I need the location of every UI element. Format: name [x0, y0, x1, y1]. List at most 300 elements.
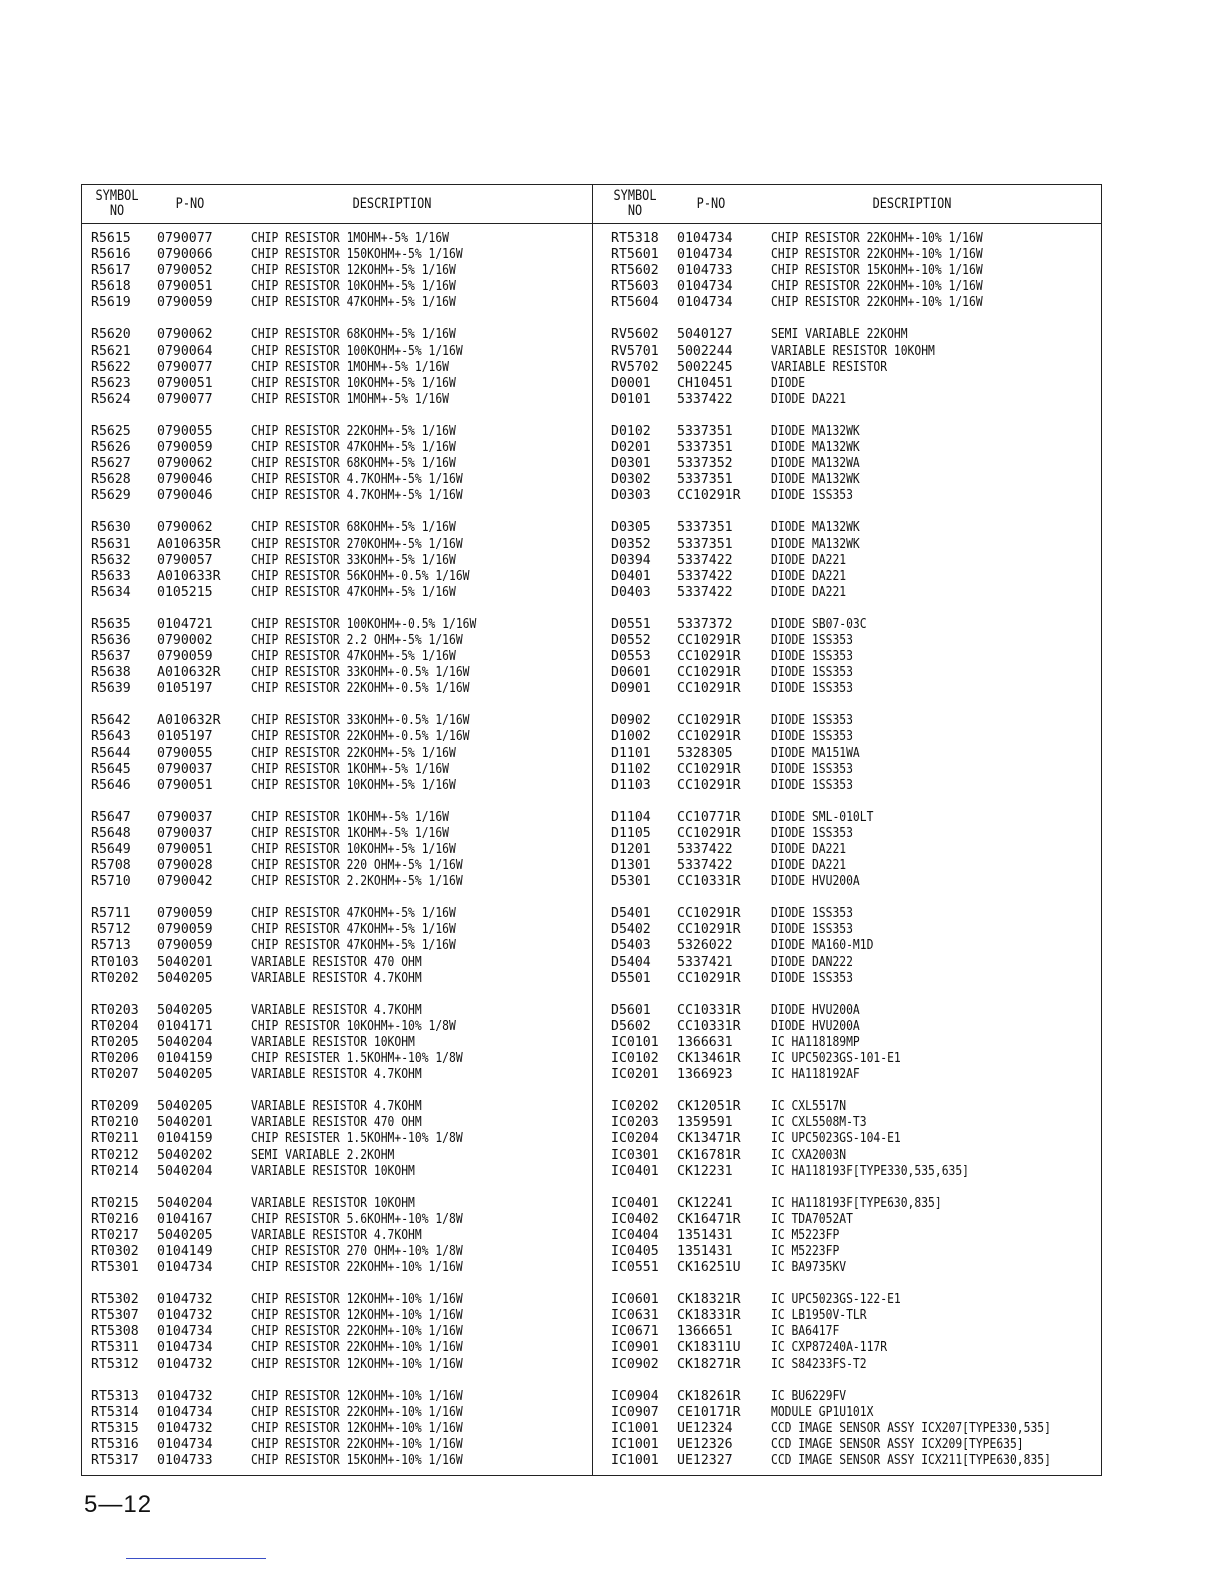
part-number-cell: 0105197	[157, 681, 213, 697]
table-row	[602, 729, 1107, 745]
symbol-cell: IC0102	[611, 1051, 659, 1067]
symbol-cell: R5649	[91, 842, 131, 857]
table-row	[82, 1292, 587, 1308]
description-cell: IC S84233FS-T2	[771, 1356, 867, 1372]
table-row	[602, 1357, 1107, 1373]
table-row	[602, 472, 1107, 488]
table-row	[602, 1051, 1107, 1067]
part-number-cell: CK12241	[677, 1195, 733, 1211]
table-row	[82, 665, 587, 681]
table-row	[82, 649, 587, 665]
symbol-cell: R5712	[91, 922, 131, 938]
description-cell: DIODE MA132WK	[771, 423, 860, 439]
symbol-cell: RT5317	[91, 1453, 139, 1468]
description-cell: DIODE HVU200A	[771, 1018, 860, 1034]
symbol-cell: R5620	[91, 327, 131, 343]
description-cell: DIODE 1SS353	[771, 488, 853, 504]
table-row	[82, 472, 587, 488]
table-row	[82, 1453, 587, 1469]
description-cell: DIODE 1SS353	[771, 649, 853, 665]
part-number-cell: 5337351	[677, 423, 733, 439]
description-cell: VARIABLE RESISTOR 4.7KOHM	[251, 1002, 422, 1018]
part-number-cell: 1351431	[677, 1243, 733, 1259]
description-cell: DIODE 1SS353	[771, 825, 853, 841]
symbol-cell: D5501	[611, 970, 651, 986]
table-row	[602, 633, 1107, 649]
table-row	[82, 1164, 587, 1180]
part-number-cell: CC10291R	[677, 777, 741, 793]
table-row	[602, 713, 1107, 729]
part-number-cell: 0104732	[157, 1420, 213, 1436]
description-cell: IC BA9735KV	[771, 1260, 847, 1276]
part-number-cell: 0790059	[157, 906, 213, 922]
table-row	[82, 681, 587, 697]
description-cell: IC UPC5023GS-122-E1	[771, 1292, 901, 1308]
symbol-cell: IC0204	[611, 1131, 659, 1147]
symbol-cell: R5624	[91, 391, 131, 407]
table-row	[82, 247, 587, 263]
right-row-group	[602, 713, 1107, 793]
left-row-group	[82, 617, 587, 697]
left-header-description: DESCRIPTION	[352, 195, 432, 212]
description-cell: DIODE MA132WK	[771, 536, 860, 552]
table-row	[82, 279, 587, 295]
description-cell: IC HA118193F[TYPE330,535,635]	[771, 1163, 970, 1179]
part-number-cell: CC10291R	[677, 729, 741, 745]
symbol-cell: R5634	[91, 584, 131, 600]
description-cell: CHIP RESISTOR 10KOHM+-5% 1/16W	[251, 777, 456, 793]
left-column	[82, 231, 587, 1485]
symbol-cell: IC0405	[611, 1243, 659, 1259]
table-row	[602, 569, 1107, 585]
description-cell: IC UPC5023GS-101-E1	[771, 1051, 901, 1067]
symbol-cell: IC0551	[611, 1260, 659, 1276]
table-row	[82, 938, 587, 954]
left-row-group	[82, 1003, 587, 1083]
description-cell: VARIABLE RESISTOR 10KOHM	[251, 1034, 415, 1050]
part-number-cell: 5337372	[677, 616, 733, 632]
part-number-cell: 5040202	[157, 1147, 213, 1163]
symbol-cell: R5618	[91, 279, 131, 295]
part-number-cell: 0790059	[157, 938, 213, 954]
symbol-cell: D1105	[611, 825, 651, 841]
description-cell: CHIP RESISTOR 10KOHM+-5% 1/16W	[251, 375, 456, 391]
part-number-cell: 5040201	[157, 1115, 213, 1131]
description-cell: DIODE DA221	[771, 584, 847, 600]
description-cell: DIODE DA221	[771, 552, 847, 568]
part-number-cell: 0104721	[157, 616, 213, 632]
symbol-cell: R5713	[91, 938, 131, 954]
symbol-cell: R5711	[91, 906, 131, 922]
description-cell: CHIP RESISTOR 1MOHM+-5% 1/16W	[251, 359, 450, 375]
description-cell: CHIP RESISTOR 22KOHM+-5% 1/16W	[251, 423, 456, 439]
description-cell: IC BA6417F	[771, 1324, 840, 1340]
description-cell: VARIABLE RESISTOR 4.7KOHM	[251, 1099, 422, 1115]
table-row	[82, 858, 587, 874]
symbol-cell: RT0211	[91, 1131, 139, 1147]
description-cell: CHIP RESISTOR 68KOHM+-5% 1/16W	[251, 456, 456, 472]
symbol-cell: RT5314	[91, 1404, 139, 1420]
part-number-cell: 0104734	[677, 295, 733, 311]
table-row	[82, 1244, 587, 1260]
symbol-cell: D5301	[611, 874, 651, 890]
description-cell: CHIP RESISTOR 1KOHM+-5% 1/16W	[251, 761, 450, 777]
description-cell: CHIP RESISTOR 68KOHM+-5% 1/16W	[251, 327, 456, 343]
table-row	[82, 456, 587, 472]
description-cell: CHIP RESISTOR 220 OHM+-5% 1/16W	[251, 858, 463, 874]
description-cell: CHIP RESISTOR 22KOHM+-10% 1/16W	[251, 1324, 463, 1340]
left-row-group	[82, 906, 587, 986]
right-row-group	[602, 424, 1107, 504]
table-row	[602, 295, 1107, 311]
part-number-cell: 5040205	[157, 1002, 213, 1018]
part-number-cell: 0790051	[157, 375, 213, 391]
symbol-cell: IC0401	[611, 1195, 659, 1211]
table-row	[82, 569, 587, 585]
description-cell: CHIP RESISTOR 33KOHM+-0.5% 1/16W	[251, 713, 470, 729]
symbol-cell: RT0207	[91, 1067, 139, 1083]
part-number-cell: 5040205	[157, 970, 213, 986]
table-row	[602, 810, 1107, 826]
description-cell: CHIP RESISTOR 12KOHM+-10% 1/16W	[251, 1308, 463, 1324]
table-row	[82, 263, 587, 279]
column-divider	[592, 185, 593, 1475]
table-row	[602, 537, 1107, 553]
table-row	[82, 826, 587, 842]
description-cell: CHIP RESISTOR 22KOHM+-10% 1/16W	[251, 1260, 463, 1276]
right-row-group	[602, 520, 1107, 600]
table-row	[82, 295, 587, 311]
table-row	[602, 247, 1107, 263]
part-number-cell: CC10291R	[677, 488, 741, 504]
table-row	[602, 1437, 1107, 1453]
part-number-cell: 5337351	[677, 472, 733, 488]
part-number-cell: 5040205	[157, 1099, 213, 1115]
part-number-cell: 0790052	[157, 263, 213, 279]
table-row	[82, 585, 587, 601]
symbol-cell: R5637	[91, 649, 131, 665]
part-number-cell: 5040204	[157, 1195, 213, 1211]
description-cell: SEMI VARIABLE 22KOHM	[771, 327, 908, 343]
symbol-cell: R5623	[91, 375, 131, 391]
symbol-cell: D0394	[611, 552, 651, 568]
description-cell: CHIP RESISTOR 68KOHM+-5% 1/16W	[251, 520, 456, 536]
part-number-cell: 0790037	[157, 809, 213, 825]
symbol-cell: R5632	[91, 552, 131, 568]
table-row	[602, 488, 1107, 504]
symbol-cell: IC0671	[611, 1324, 659, 1340]
symbol-cell: D5602	[611, 1018, 651, 1034]
symbol-cell: R5626	[91, 440, 131, 456]
part-number-cell: 5337351	[677, 520, 733, 536]
symbol-cell: RT5318	[611, 231, 659, 246]
table-row	[82, 231, 587, 247]
left-row-group	[82, 810, 587, 890]
part-number-cell: CC10291R	[677, 922, 741, 938]
table-row	[82, 1228, 587, 1244]
table-row	[602, 1308, 1107, 1324]
part-number-cell: CC10291R	[677, 681, 741, 697]
table-row	[602, 1244, 1107, 1260]
table-row	[82, 1437, 587, 1453]
part-number-cell: 0104732	[157, 1308, 213, 1324]
symbol-cell: RT0214	[91, 1163, 139, 1179]
description-cell: IC HA118192AF	[771, 1067, 860, 1083]
part-number-cell: 0790046	[157, 472, 213, 488]
symbol-cell: R5631	[91, 536, 131, 552]
table-row	[82, 392, 587, 408]
table-row	[82, 537, 587, 553]
symbol-cell: R5622	[91, 359, 131, 375]
symbol-cell: R5645	[91, 761, 131, 777]
part-number-cell: CK13461R	[677, 1051, 741, 1067]
symbol-cell: D0101	[611, 391, 651, 407]
part-number-cell: CK16781R	[677, 1147, 741, 1163]
symbol-cell: RT0215	[91, 1195, 139, 1211]
table-row	[82, 842, 587, 858]
part-number-cell: 0790059	[157, 295, 213, 311]
symbol-cell: R5628	[91, 472, 131, 488]
description-cell: IC HA118193F[TYPE630,835]	[771, 1195, 942, 1211]
table-row	[82, 1324, 587, 1340]
table-row	[82, 1421, 587, 1437]
table-row	[82, 376, 587, 392]
part-number-cell: 0790051	[157, 279, 213, 295]
part-number-cell: CK18261R	[677, 1388, 741, 1404]
part-number-cell: CC10291R	[677, 632, 741, 648]
description-cell: CHIP RESISTOR 22KOHM+-5% 1/16W	[251, 745, 456, 761]
symbol-cell: RT0216	[91, 1211, 139, 1227]
table-row	[602, 665, 1107, 681]
symbol-cell: IC0904	[611, 1388, 659, 1404]
description-cell: VARIABLE RESISTOR 470 OHM	[251, 954, 422, 970]
left-header-symbol: SYMBOL NO	[95, 188, 139, 219]
symbol-cell: RT5307	[91, 1308, 139, 1324]
part-number-cell: 0104733	[157, 1453, 213, 1468]
part-number-cell: 0790059	[157, 649, 213, 665]
table-row	[602, 681, 1107, 697]
part-number-cell: UE12326	[677, 1436, 733, 1452]
part-number-cell: 5326022	[677, 938, 733, 954]
table-row	[602, 955, 1107, 971]
part-number-cell: 0790037	[157, 761, 213, 777]
description-cell: CHIP RESISTOR 33KOHM+-5% 1/16W	[251, 552, 456, 568]
symbol-cell: D0551	[611, 616, 651, 632]
symbol-cell: R5627	[91, 456, 131, 472]
symbol-cell: R5643	[91, 729, 131, 745]
part-number-cell: CK16471R	[677, 1211, 741, 1227]
part-number-cell: 0790051	[157, 777, 213, 793]
left-row-group	[82, 1099, 587, 1179]
table-row	[82, 440, 587, 456]
symbol-cell: RT0212	[91, 1147, 139, 1163]
table-row	[82, 1260, 587, 1276]
table-row	[82, 520, 587, 536]
part-number-cell: CC10331R	[677, 1002, 741, 1018]
part-number-cell: 0104734	[157, 1436, 213, 1452]
description-cell: CHIP RESISTOR 10KOHM+-5% 1/16W	[251, 842, 456, 857]
description-cell: CHIP RESISTOR 10KOHM+-10% 1/8W	[251, 1018, 456, 1034]
description-cell: CHIP RESISTOR 5.6KOHM+-10% 1/8W	[251, 1211, 463, 1227]
table-row	[82, 1099, 587, 1115]
table-row	[602, 327, 1107, 343]
description-cell: DIODE	[771, 375, 806, 391]
description-cell: CHIP RESISTOR 1MOHM+-5% 1/16W	[251, 391, 450, 407]
symbol-cell: RV5702	[611, 359, 659, 375]
symbol-cell: D0352	[611, 536, 651, 552]
table-row	[602, 440, 1107, 456]
symbol-cell: RT0206	[91, 1051, 139, 1067]
part-number-cell: 0104734	[677, 279, 733, 295]
symbol-cell: D0001	[611, 375, 651, 391]
description-cell: CHIP RESISTOR 270 OHM+-10% 1/8W	[251, 1243, 463, 1259]
part-number-cell: 0104734	[677, 231, 733, 246]
left-row-group	[82, 520, 587, 600]
description-cell: DIODE 1SS353	[771, 922, 853, 938]
symbol-cell: D0302	[611, 472, 651, 488]
description-cell: CHIP RESISTOR 47KOHM+-5% 1/16W	[251, 938, 456, 954]
description-cell: CHIP RESISTOR 22KOHM+-10% 1/16W	[251, 1404, 463, 1420]
table-row	[82, 729, 587, 745]
symbol-cell: D0902	[611, 713, 651, 729]
part-number-cell: 0104732	[157, 1292, 213, 1308]
symbol-cell: RT5312	[91, 1356, 139, 1372]
table-row	[602, 263, 1107, 279]
description-cell: CHIP RESISTOR 1KOHM+-5% 1/16W	[251, 809, 450, 825]
part-number-cell: 5040204	[157, 1163, 213, 1179]
table-row	[602, 231, 1107, 247]
part-number-cell: CK18331R	[677, 1308, 741, 1324]
part-number-cell: 0790002	[157, 632, 213, 648]
description-cell: VARIABLE RESISTOR 10KOHM	[251, 1163, 415, 1179]
description-cell: MODULE GP1U101X	[771, 1404, 874, 1420]
symbol-cell: RT5311	[91, 1340, 139, 1356]
right-header-symbol: SYMBOL NO	[613, 188, 657, 219]
part-number-cell: A010632R	[157, 665, 221, 681]
part-number-cell: 5040127	[677, 327, 733, 343]
part-number-cell: 0790055	[157, 423, 213, 439]
part-number-cell: 5337352	[677, 456, 733, 472]
description-cell: CHIP RESISTOR 22KOHM+-0.5% 1/16W	[251, 681, 470, 697]
symbol-cell: D5403	[611, 938, 651, 954]
description-cell: CHIP RESISTOR 47KOHM+-5% 1/16W	[251, 440, 456, 456]
right-row-group	[602, 1389, 1107, 1469]
description-cell: CHIP RESISTOR 150KOHM+-5% 1/16W	[251, 247, 463, 263]
description-cell: VARIABLE RESISTOR	[771, 359, 888, 375]
part-number-cell: CH10451	[677, 375, 733, 391]
symbol-cell: IC0631	[611, 1308, 659, 1324]
symbol-cell: R5629	[91, 488, 131, 504]
description-cell: CHIP RESISTOR 47KOHM+-5% 1/16W	[251, 584, 456, 600]
symbol-cell: RT0217	[91, 1227, 139, 1243]
description-cell: VARIABLE RESISTOR 4.7KOHM	[251, 970, 422, 986]
part-number-cell: 0790042	[157, 874, 213, 890]
symbol-cell: D0305	[611, 520, 651, 536]
left-header-pno: P-NO	[175, 195, 205, 212]
symbol-cell: R5630	[91, 520, 131, 536]
description-cell: DIODE 1SS353	[771, 681, 853, 697]
table-row	[82, 327, 587, 343]
symbol-cell: D5402	[611, 922, 651, 938]
table-row	[82, 1115, 587, 1131]
symbol-cell: IC0601	[611, 1292, 659, 1308]
part-number-cell: 0790062	[157, 520, 213, 536]
description-cell: DIODE SML-010LT	[771, 809, 874, 825]
symbol-cell: IC0404	[611, 1227, 659, 1243]
part-number-cell: 5337422	[677, 858, 733, 874]
description-cell: CHIP RESISTOR 22KOHM+-10% 1/16W	[771, 279, 983, 295]
description-cell: IC M5223FP	[771, 1243, 840, 1259]
right-row-group	[602, 617, 1107, 697]
table-row	[602, 1212, 1107, 1228]
table-row	[82, 810, 587, 826]
part-number-cell: 0790077	[157, 391, 213, 407]
symbol-cell: R5617	[91, 263, 131, 279]
description-cell: CHIP RESISTOR 33KOHM+-0.5% 1/16W	[251, 665, 470, 681]
right-row-group	[602, 327, 1107, 407]
right-row-group	[602, 1292, 1107, 1372]
description-cell: CCD IMAGE SENSOR ASSY ICX207[TYPE330,535]	[771, 1420, 1051, 1436]
part-number-cell: CK16251U	[677, 1260, 741, 1276]
symbol-cell: IC0902	[611, 1356, 659, 1372]
symbol-cell: R5633	[91, 568, 131, 584]
table-row	[602, 585, 1107, 601]
table-row	[602, 1003, 1107, 1019]
symbol-cell: D1102	[611, 761, 651, 777]
table-row	[602, 1340, 1107, 1356]
symbol-cell: RT0210	[91, 1115, 139, 1131]
part-number-cell: CK18271R	[677, 1356, 741, 1372]
part-number-cell: A010635R	[157, 536, 221, 552]
part-number-cell: 0790057	[157, 552, 213, 568]
part-number-cell: 5337351	[677, 536, 733, 552]
description-cell: CHIP RESISTOR 47KOHM+-5% 1/16W	[251, 649, 456, 665]
description-cell: CHIP RESISTOR 22KOHM+-10% 1/16W	[771, 231, 983, 246]
symbol-cell: R5615	[91, 231, 131, 246]
table-row	[82, 488, 587, 504]
table-row	[602, 1115, 1107, 1131]
table-row	[602, 762, 1107, 778]
symbol-cell: R5646	[91, 777, 131, 793]
description-cell: CCD IMAGE SENSOR ASSY ICX209[TYPE635]	[771, 1436, 1024, 1452]
table-row	[602, 938, 1107, 954]
table-row	[602, 922, 1107, 938]
symbol-cell: D5404	[611, 954, 651, 970]
table-row	[602, 344, 1107, 360]
description-cell: CHIP RESISTOR 22KOHM+-0.5% 1/16W	[251, 729, 470, 745]
part-number-cell: 0104167	[157, 1211, 213, 1227]
symbol-cell: D5601	[611, 1002, 651, 1018]
description-cell: CHIP RESISTOR 4.7KOHM+-5% 1/16W	[251, 472, 463, 488]
table-row	[82, 906, 587, 922]
table-row	[602, 842, 1107, 858]
part-number-cell: 5337351	[677, 440, 733, 456]
table-row	[82, 360, 587, 376]
part-number-cell: 5002245	[677, 359, 733, 375]
symbol-cell: IC0401	[611, 1163, 659, 1179]
description-cell: VARIABLE RESISTOR 4.7KOHM	[251, 1067, 422, 1083]
description-cell: DIODE 1SS353	[771, 713, 853, 729]
description-cell: CHIP RESISTOR 22KOHM+-10% 1/16W	[251, 1436, 463, 1452]
description-cell: VARIABLE RESISTOR 10KOHM	[771, 343, 935, 359]
description-cell: DIODE HVU200A	[771, 874, 860, 890]
part-number-cell: CK12231	[677, 1163, 733, 1179]
description-cell: DIODE MA160-M1D	[771, 938, 874, 954]
table-row	[602, 1131, 1107, 1147]
symbol-cell: RV5701	[611, 343, 659, 359]
part-number-cell: 0104734	[157, 1340, 213, 1356]
description-cell: VARIABLE RESISTOR 470 OHM	[251, 1115, 422, 1131]
